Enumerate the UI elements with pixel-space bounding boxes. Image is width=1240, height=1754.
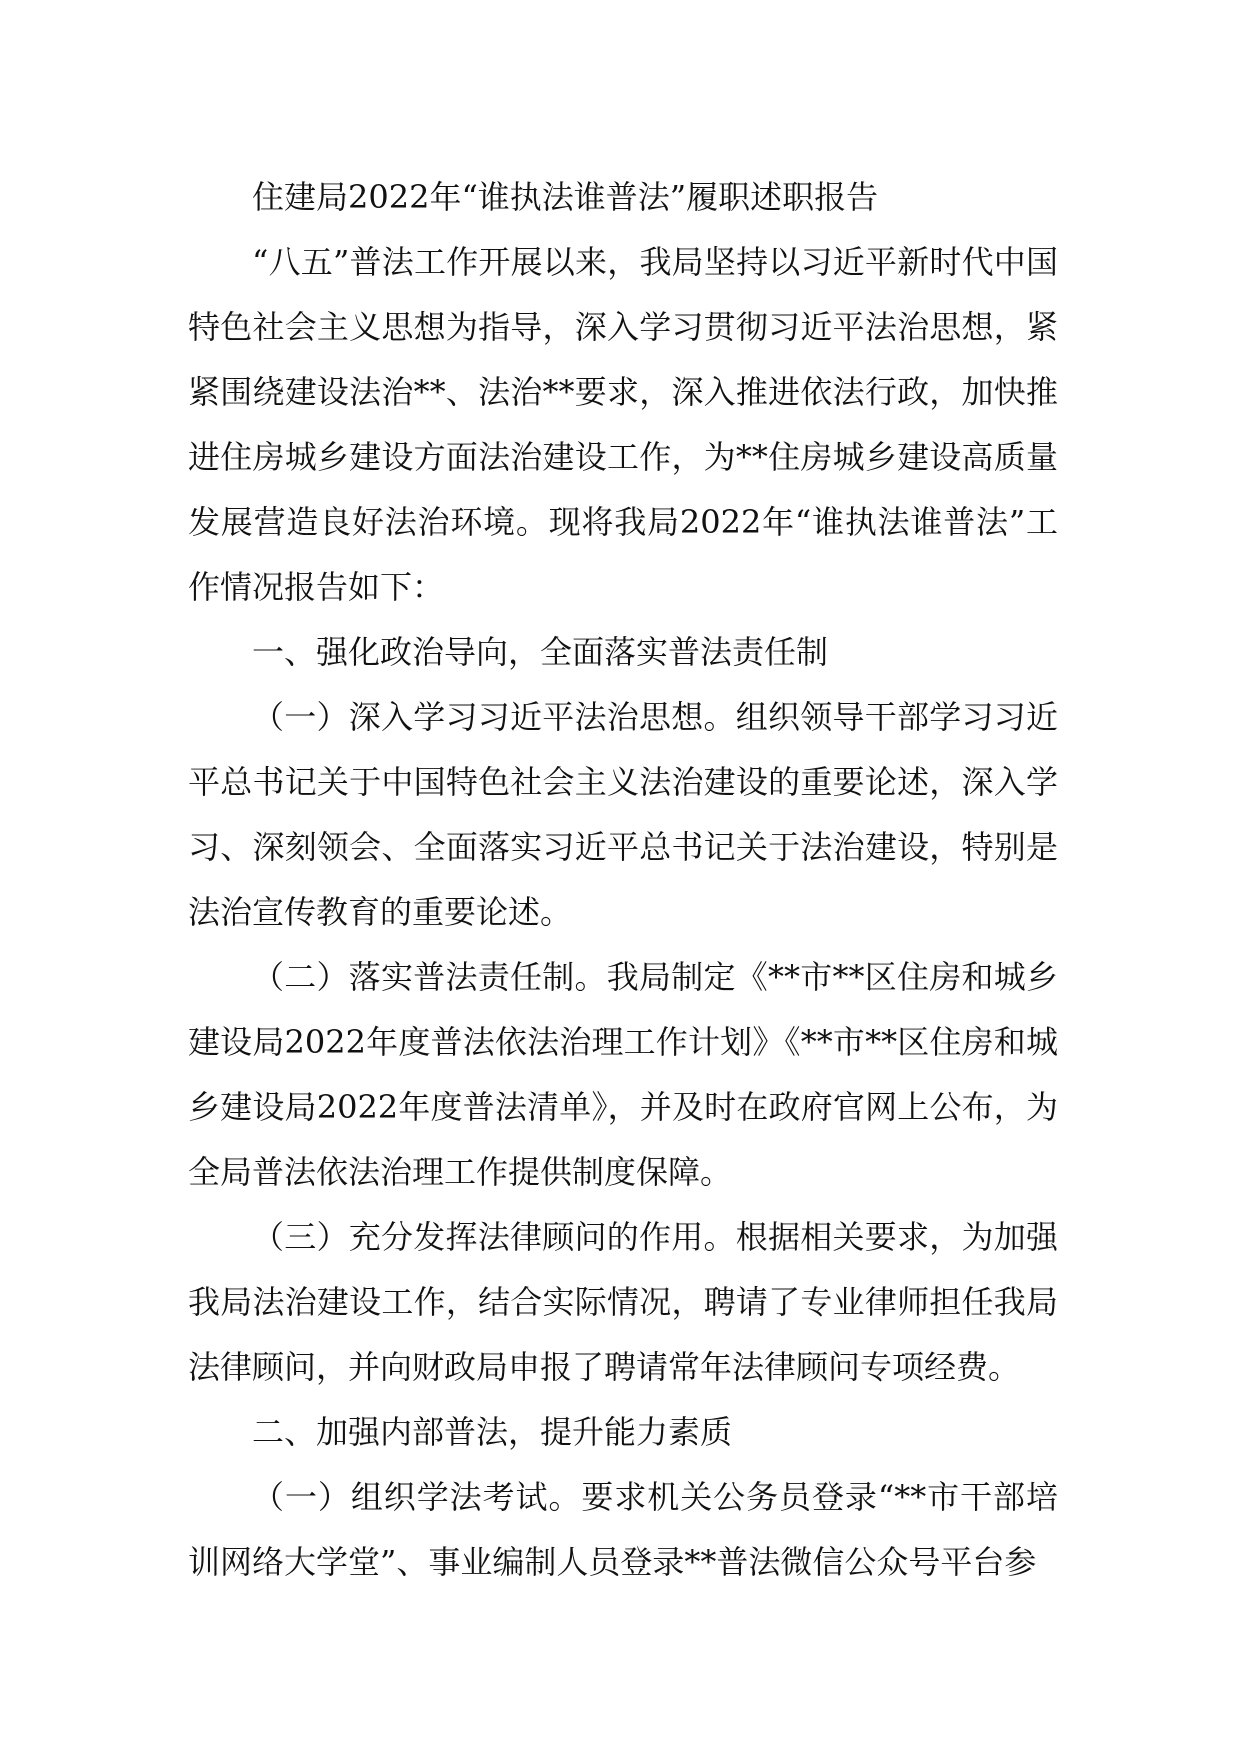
document-title: 住建局2022年“谁执法谁普法”履职述职报告 — [252, 178, 879, 216]
paragraph-intro: “八五”普法工作开展以来，我局坚持以习近平新时代中国特色社会主义思想为指导，深入学习贯彻习近平法治思想，紧紧围绕建设法治**、法治**要求，深入推进依法行政，加快推进住房城乡建设方面法治建设工作，为**住房城乡建设高质量发展营造良好法治环境。现将我局2022年“谁执法谁普法”工作情况报告如下： — [188, 243, 1058, 606]
paragraph-1-1: （一）深入学习习近平法治思想。组织领导干部学习习近平总书记关于中国特色社会主义法治建设的重要论述，深入学习、深刻领会、全面落实习近平总书记关于法治建设，特别是法治宣传教育的重要论述。 — [188, 698, 1058, 931]
paragraph-1-2: （二）落实普法责任制。我局制定《**市**区住房和城乡建设局2022年度普法依法治理工作计划》《**市**区住房和城乡建设局2022年度普法清单》，并及时在政府官网上公布，为全局普法依法治理工作提供制度保障。 — [188, 958, 1058, 1191]
section-heading-2: 二、加强内部普法，提升能力素质 — [252, 1413, 733, 1451]
document-body — [188, 165, 1058, 1595]
paragraph-1-3: （三）充分发挥法律顾问的作用。根据相关要求，为加强我局法治建设工作，结合实际情况，聘请了专业律师担任我局法律顾问，并向财政局申报了聘请常年法律顾问专项经费。 — [188, 1218, 1058, 1386]
section-heading-1: 一、强化政治导向，全面落实普法责任制 — [252, 633, 829, 671]
paragraph-2-1: （一）组织学法考试。要求机关公务员登录“**市干部培训网络大学堂”、事业编制人员登录**普法微信公众号平台参 — [188, 1478, 1058, 1581]
